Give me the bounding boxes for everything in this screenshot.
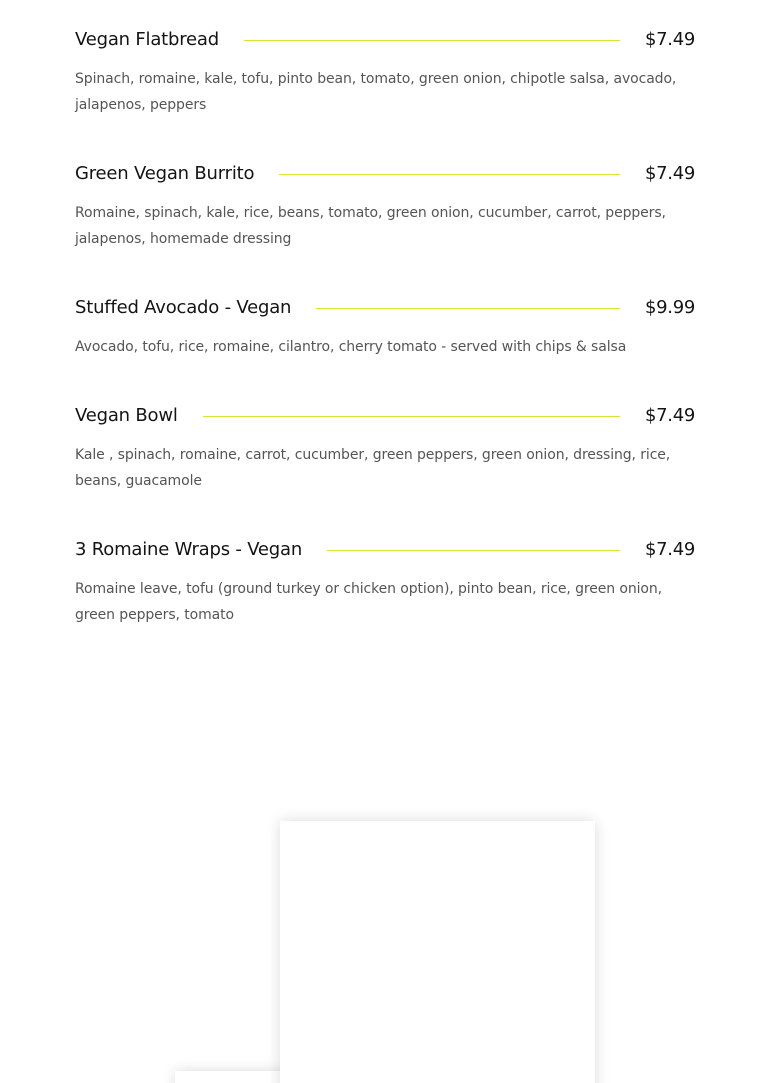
menu-item-vegan-flatbread [75, 26, 695, 118]
menu-item-green-vegan-burrito [75, 160, 695, 252]
image-card [280, 821, 595, 1083]
menu-item-header [75, 160, 695, 186]
menu-item-description: Kale , spinach, romaine, carrot, cucumber, green peppers, green onion, dressing, rice, beans, guacamole [75, 447, 671, 489]
menu-item-price: $7.49 [644, 162, 695, 184]
menu-item-header [75, 402, 695, 428]
menu-item-name: Stuffed Avocado - Vegan [75, 296, 292, 318]
menu-item-description: Romaine leave, tofu (ground turkey or chicken option), pinto bean, rice, green onion, green peppers, tomato [75, 581, 662, 623]
menu-item-name: Vegan Flatbread [75, 28, 219, 50]
menu-item-stuffed-avocado [75, 294, 695, 360]
menu-item-name: 3 Romaine Wraps - Vegan [75, 538, 303, 560]
menu-item-name: Vegan Bowl [75, 404, 178, 426]
menu-item-price: $7.49 [644, 538, 695, 560]
menu-item-description: Avocado, tofu, rice, romaine, cilantro, cherry tomato - served with chips & salsa [75, 339, 627, 355]
menu-item-price: $9.99 [644, 296, 695, 318]
menu-item-header [75, 294, 695, 320]
menu-list [75, 26, 695, 670]
menu-item-divider [327, 550, 620, 551]
menu-item-header [75, 26, 695, 52]
menu-item-romaine-wraps [75, 536, 695, 628]
menu-item-price: $7.49 [644, 404, 695, 426]
menu-item-price: $7.49 [644, 28, 695, 50]
menu-item-divider [203, 416, 620, 417]
menu-item-name: Green Vegan Burrito [75, 162, 255, 184]
menu-item-divider [316, 308, 620, 309]
menu-item-divider [244, 40, 620, 41]
menu-item-description: Romaine, spinach, kale, rice, beans, tomato, green onion, cucumber, carrot, peppers, jalapenos, homemade dressing [75, 205, 666, 247]
menu-item-header [75, 536, 695, 562]
menu-item-vegan-bowl [75, 402, 695, 494]
menu-item-description: Spinach, romaine, kale, tofu, pinto bean, tomato, green onion, chipotle salsa, avocado, jalapenos, peppers [75, 71, 677, 113]
menu-item-divider [279, 174, 620, 175]
